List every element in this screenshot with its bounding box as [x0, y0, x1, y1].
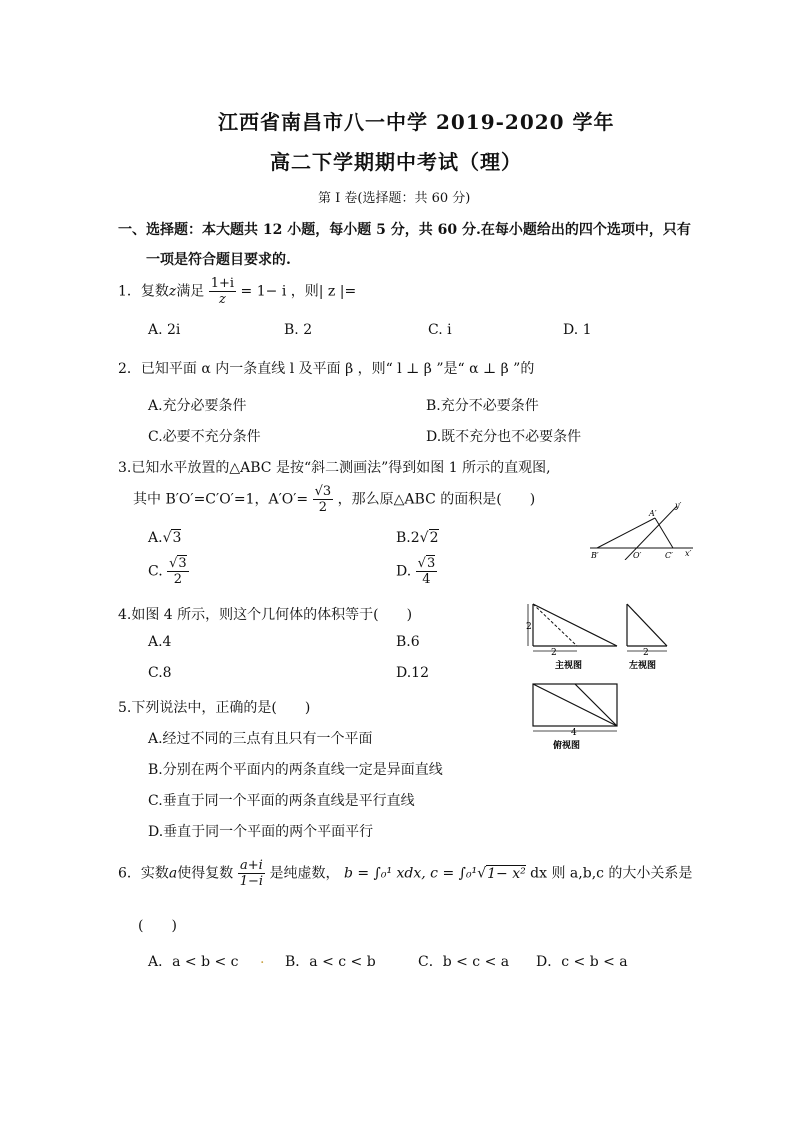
q1-option-c[interactable]: C. i: [428, 322, 452, 338]
question-6: 6．实数a使得复数 $\frac{a+i}{1-i}$ 是纯虚数， b = ∫₀¹ xdx, c = ∫₀¹√1− x² dx 则 a,b,c 的大小关系是: [118, 858, 693, 889]
q3-d-label: D.: [396, 563, 412, 580]
q5-option-c[interactable]: C.垂直于同一个平面的两条直线是平行直线: [148, 793, 415, 809]
q3-option-b[interactable]: B.2√2: [396, 530, 439, 546]
q6-fraction: [238, 858, 265, 889]
q3-a-value: 3: [172, 530, 182, 546]
question-3-line2: [133, 484, 535, 515]
q6-stray-dot: .: [260, 951, 265, 967]
q3-option-d[interactable]: [396, 556, 437, 587]
q1-frac-den: z: [219, 292, 226, 307]
q3-frac-den: 2: [318, 500, 328, 515]
q4-option-c[interactable]: C.8: [148, 665, 172, 681]
q4-top-slant: [575, 684, 617, 726]
q6-prefix: 6．实数: [118, 865, 169, 882]
q3-a-label: A.: [148, 530, 163, 546]
q6-option-d[interactable]: D．c < b < a: [536, 954, 628, 970]
q5-option-b[interactable]: B.分别在两个平面内的两条直线一定是异面直线: [148, 762, 443, 778]
q4-top-dim-label: 4: [571, 728, 577, 738]
q4-side-view-label: 左视图: [629, 661, 657, 671]
q6-frac-num: a+i: [238, 858, 265, 874]
q3-d-num: √3: [417, 556, 436, 571]
q3-c-label: C.: [148, 563, 163, 580]
q1-option-b[interactable]: B. 2: [284, 322, 313, 338]
q2-option-b[interactable]: B.充分不必要条件: [426, 398, 539, 414]
question-4: 4.如图 4 所示，则这个几何体的体积等于( ): [118, 607, 413, 623]
q6-b-expr: b = ∫₀¹ xdx, c = ∫₀¹: [343, 865, 478, 882]
section-heading-line2: 一项是符合题目要求的.: [146, 252, 291, 268]
q4-front-hidden-line: [533, 604, 577, 646]
q2-option-d[interactable]: D.既不充分也不必要条件: [426, 429, 582, 445]
q3-fig-side-ac: [655, 518, 673, 548]
q4-top-diagonal: [533, 684, 617, 726]
q4-figure: [525, 598, 675, 754]
q1-prefix: 1．复数: [118, 283, 169, 300]
q6-frac-den: 1−i: [239, 874, 264, 889]
q3-c-fraction: [167, 556, 189, 587]
q4-front-dim-label: 2: [526, 622, 532, 632]
q1-option-a[interactable]: A. 2i: [148, 322, 181, 338]
q3-fig-label-b: B′: [591, 551, 599, 560]
q4-option-d[interactable]: D.12: [396, 665, 429, 681]
q3-frac-num: √3: [314, 484, 332, 499]
q5-option-d[interactable]: D.垂直于同一个平面的两个平面平行: [148, 824, 374, 840]
q2-option-c[interactable]: C.必要不充分条件: [148, 429, 261, 445]
q3-d-den: 4: [422, 572, 431, 587]
q6-option-a[interactable]: A．a < b < c: [148, 954, 239, 970]
q3-option-a[interactable]: A.√3: [148, 530, 182, 546]
q1-option-d[interactable]: D. 1: [563, 322, 592, 338]
q3-d-fraction: [416, 556, 438, 587]
page-subtitle: 高二下学期期中考试（理）: [270, 150, 522, 174]
q3-line2-suffix: ，那么原△ABC 的面积是( ): [337, 491, 536, 508]
page-title: 江西省南昌市八一中学 2019-2020 学年: [218, 110, 615, 134]
q3-line2-prefix: 其中 B′O′=C′O′=1，A′O′=: [133, 491, 309, 508]
q6-mid2: 是纯虚数，: [269, 865, 340, 882]
q4-side-hypotenuse: [627, 604, 667, 646]
question-1: [118, 276, 356, 307]
q3-figure: [585, 498, 700, 560]
q1-eq: = 1− i ，则| z |=: [240, 283, 357, 300]
q6-suffix: dx 则 a,b,c 的大小关系是: [530, 865, 693, 882]
q6-answer-paren: ( ): [138, 918, 177, 934]
q1-mid: 满足: [176, 283, 205, 300]
q4-side-dim-label: 2: [643, 648, 649, 658]
q3-line2-fraction: [313, 484, 334, 515]
q1-fraction: [209, 276, 236, 307]
q6-option-b[interactable]: B．a < c < b: [285, 954, 376, 970]
question-3-line1: 3.已知水平放置的△ABC 是按“斜二测画法”得到如图 1 所示的直观图,: [118, 460, 551, 476]
q3-fig-label-y: y′: [675, 501, 682, 510]
q4-top-view-label: 俯视图: [553, 741, 581, 751]
q3-b-value: 2: [429, 530, 439, 546]
q5-option-a[interactable]: A.经过不同的三点有且只有一个平面: [148, 731, 373, 747]
q6-sqrt-expr: 1− x²: [487, 865, 526, 882]
q6-mid: 使得复数: [177, 865, 234, 882]
q4-front-dim-bottom-label: 2: [551, 648, 557, 658]
q3-c-num: √3: [169, 556, 187, 571]
q3-fig-label-a: A′: [649, 509, 657, 518]
q3-fig-label-o: O′: [633, 551, 642, 560]
question-5: 5.下列说法中，正确的是( ): [118, 700, 311, 716]
q6-option-c[interactable]: C．b < c < a: [418, 954, 510, 970]
section-heading-line1: 一、选择题：本大题共 12 小题，每小题 5 分，共 60 分.在每小题给出的四个选项中，只有: [118, 222, 691, 238]
q3-b-label: B.2: [396, 530, 420, 546]
section-note: 第 I 卷(选择题：共 60 分): [318, 191, 471, 206]
q3-fig-label-c: C′: [665, 551, 673, 560]
question-2: 2．已知平面 α 内一条直线 l 及平面 β ，则“ l ⊥ β ”是“ α ⊥ β ”的: [118, 361, 535, 377]
q4-option-a[interactable]: A.4: [148, 634, 172, 650]
q3-fig-label-x: x′: [685, 549, 692, 558]
q3-option-c[interactable]: [148, 556, 189, 587]
q4-option-b[interactable]: B.6: [396, 634, 420, 650]
q4-front-view-label: 主视图: [555, 661, 583, 671]
q2-option-a[interactable]: A.充分必要条件: [148, 398, 247, 414]
q3-c-den: 2: [173, 572, 183, 587]
q6-var-a: a: [168, 865, 178, 882]
q1-frac-num: 1+i: [210, 276, 235, 291]
q3-fig-side-ba: [597, 518, 655, 548]
q1-var-z: z: [168, 283, 177, 300]
q4-front-hypotenuse: [533, 604, 617, 646]
